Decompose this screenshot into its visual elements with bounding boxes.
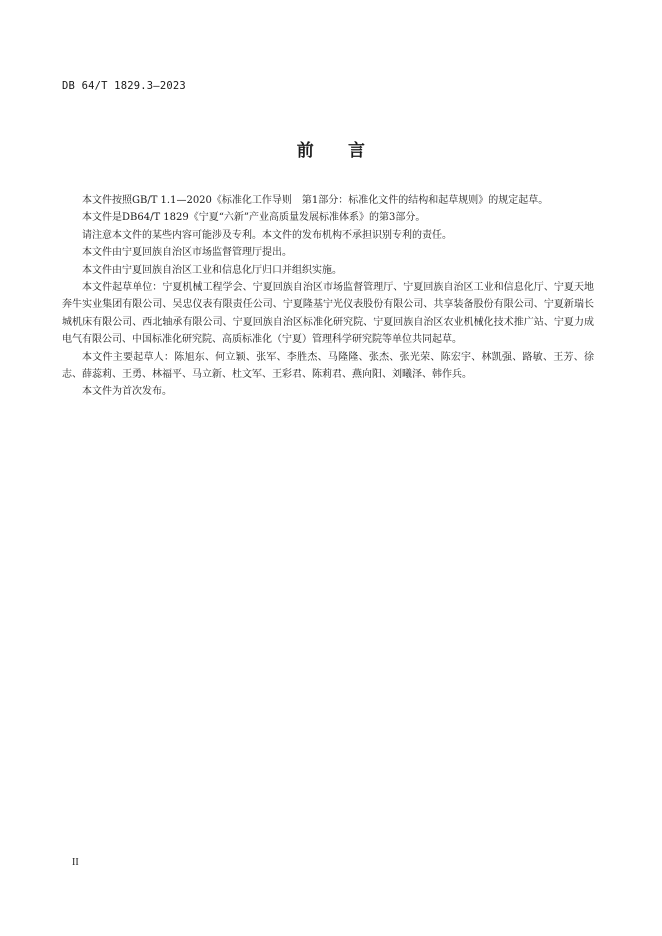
page-title-part-1: 前 — [296, 141, 314, 161]
paragraph-drafting-rules: 本文件按照GB/T 1.1—2020《标准化工作导则 第1部分：标准化文件的结构和起草规则》的规定起草。 — [82, 195, 549, 206]
paragraph-patent-notice: 请注意本文件的某些内容可能涉及专利。本文件的发布机构不承担识别专利的责任。 — [82, 229, 452, 241]
standard-code: DB 64/T 1829.3—2023 — [62, 80, 186, 92]
paragraph-proposer: 本文件由宁夏回族自治区市场监督管理厅提出。 — [82, 247, 292, 259]
paragraph-administrator: 本文件由宁夏回族自治区工业和信息化厅归口并组织实施。 — [82, 264, 342, 276]
paragraph-drafters: 本文件主要起草人：陈旭东、何立颖、张军、李胜杰、马隆隆、张杰、张光荣、陈宏宇、林凯强、路敏、王芳、徐志、薛蕊莉、王勇、林福平、马立新、杜文军、王彩君、陈莉君、燕向阳、刘曦泽、韩作兵。 — [62, 351, 594, 381]
foreword-body — [62, 192, 594, 401]
page-title-part-2: 言 — [348, 141, 366, 161]
page-number: II — [72, 857, 79, 868]
paragraph-drafting-units: 本文件起草单位：宁夏机械工程学会、宁夏回族自治区市场监督管理厅、宁夏回族自治区工业和信息化厅、宁夏天地奔牛实业集团有限公司、吴忠仪表有限责任公司、宁夏隆基宁光仪表股份有限公司、共享装备股份有限公司、宁夏新瑞长城机床有限公司、西北轴承有限公司、宁夏回族自治区标准化研究院、宁夏回族自治区农业机械化技术推广站、宁夏力成电气有限公司、中国标准化研究院、高质标准化（宁夏）管理科学研究院等单位共同起草。 — [62, 282, 594, 346]
paragraph-first-release: 本文件为首次发布。 — [82, 386, 172, 398]
paragraph-series-part: 本文件是DB64/T 1829《宁夏“六新”产业高质量发展标准体系》的第3部分。 — [82, 212, 426, 224]
page-title — [0, 136, 662, 161]
